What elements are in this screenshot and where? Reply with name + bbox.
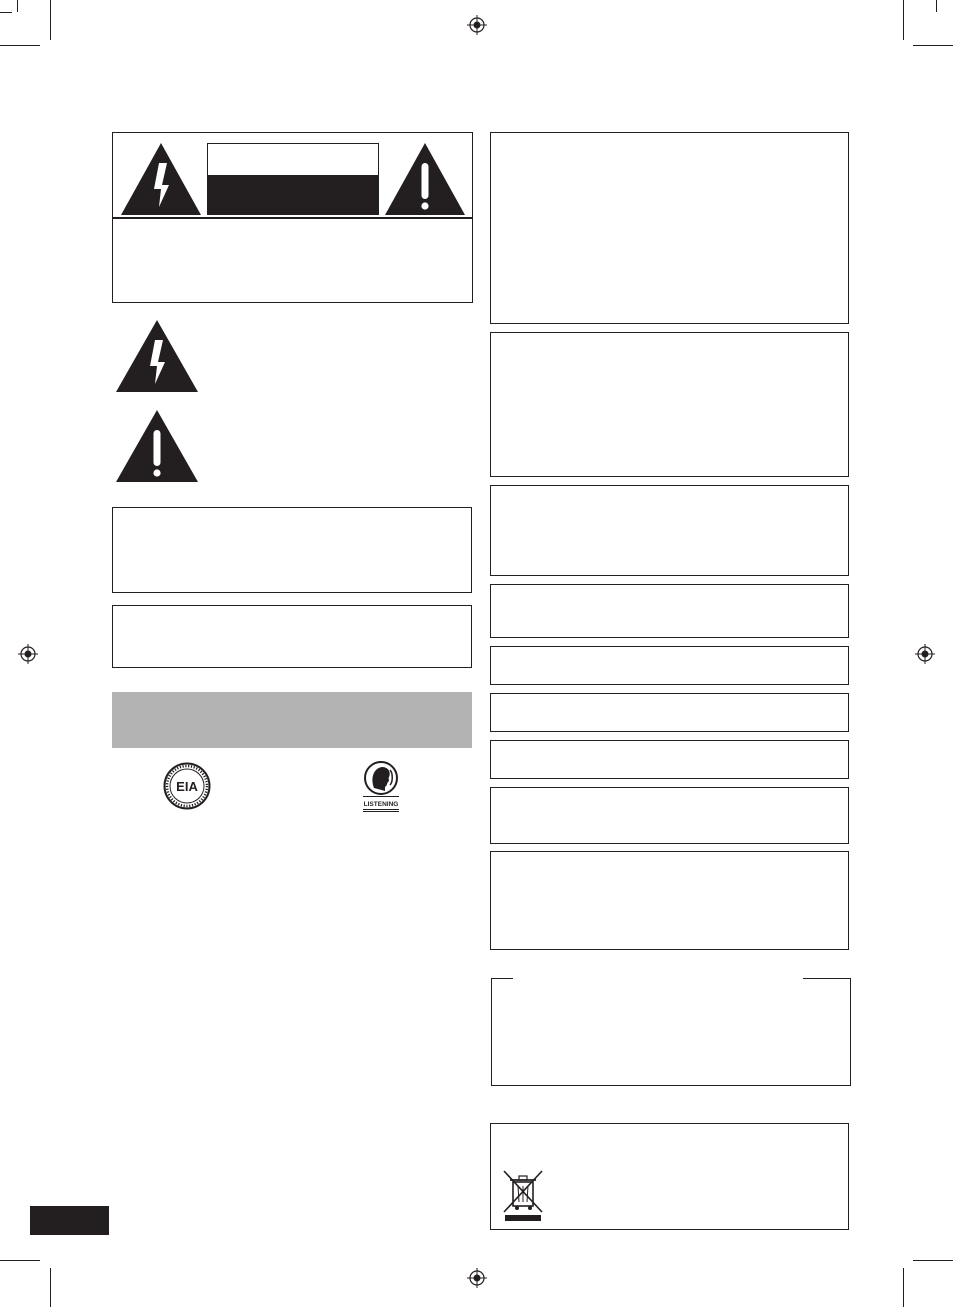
lightning-bolt-warning-icon [114, 318, 200, 394]
registration-mark-icon [467, 15, 487, 35]
eia-certification-seal-icon [163, 762, 211, 810]
notice-box [490, 851, 849, 950]
crop-mark [17, 0, 18, 12]
safe-listening-logo-text: LISTENING [363, 801, 399, 808]
eia-logo-text: EIA [176, 779, 198, 794]
crop-mark [0, 1260, 40, 1261]
crop-mark [50, 1268, 51, 1307]
titled-box-top-border-right [803, 978, 851, 979]
notice-box [490, 584, 849, 638]
caution-label-black-band [208, 175, 378, 214]
notice-box [490, 332, 849, 477]
notice-box [490, 740, 849, 779]
notice-box [490, 693, 849, 732]
notice-box [490, 485, 849, 576]
caution-label-divider [113, 217, 472, 219]
titled-notice-box [491, 978, 851, 1086]
exclamation-warning-icon [383, 141, 467, 217]
crop-mark [903, 1268, 904, 1307]
registration-mark-icon [467, 1268, 487, 1288]
crop-mark [903, 0, 904, 40]
crop-mark [0, 45, 40, 46]
crop-mark [913, 1260, 953, 1261]
crop-mark [913, 45, 953, 46]
crop-mark [0, 12, 12, 13]
disposal-notice-box [490, 1123, 849, 1230]
section-header-band [112, 692, 472, 748]
caution-label-panel [207, 143, 379, 215]
crossed-out-wheelie-bin-icon [501, 1168, 545, 1222]
notice-box [490, 646, 849, 685]
caution-label-box [112, 132, 473, 303]
crop-mark [50, 0, 51, 40]
notice-box [490, 787, 849, 844]
lightning-bolt-warning-icon [119, 141, 203, 217]
exclamation-warning-icon [114, 408, 200, 484]
safe-listening-seal-icon [360, 760, 402, 814]
page-number-tab [30, 1206, 109, 1235]
notice-box [490, 132, 849, 324]
warning-box [112, 605, 472, 668]
registration-mark-icon [18, 644, 38, 664]
crop-mark [936, 0, 937, 12]
titled-box-top-border-left [491, 978, 513, 979]
registration-mark-icon [915, 644, 935, 664]
warning-box [112, 507, 472, 593]
